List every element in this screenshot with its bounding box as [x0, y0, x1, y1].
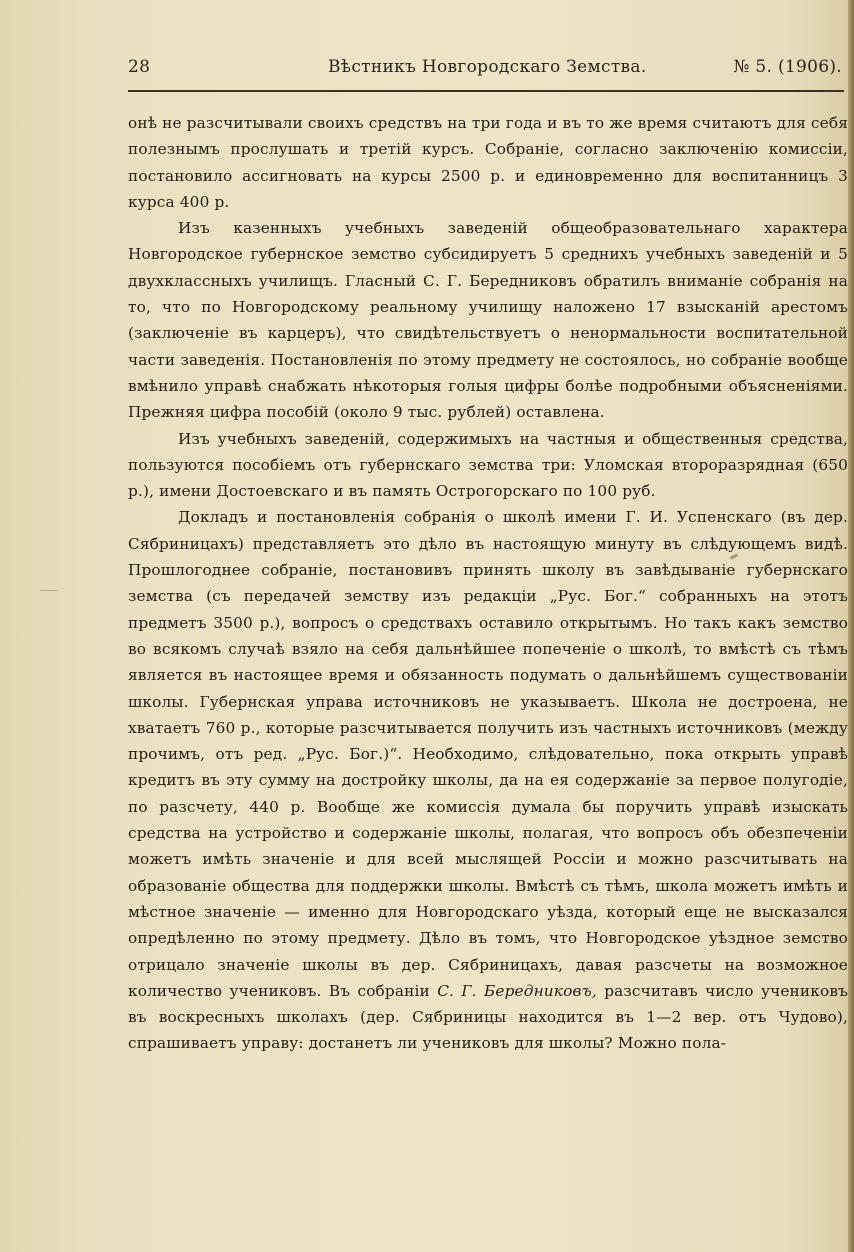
book-spine-edge	[848, 0, 854, 1252]
header-rule	[128, 90, 844, 92]
paragraph-text: Докладъ и постановленія собранія о школѣ имени Г. И. Успенскаго (въ дер. Сябриницахъ) представляетъ это дѣло въ настоящую минуту въ слѣдующемъ видѣ. Прошлогоднее собраніе, постановивъ принять школу въ завѣдываніе губернскаго земства (съ передачей земству изъ редакціи „Рус. Бог.“ собранныхъ на этотъ предметъ 3500 р.), вопросъ о средствахъ оставило открытымъ. Но такъ какъ земство во всякомъ случаѣ взяло на себя дальнѣйшее попеченіе о школѣ, то вмѣстѣ съ тѣмъ является въ настоящее время и обязанность подумать о дальнѣйшемъ существованіи школы. Губернская управа источниковъ не указываетъ. Школа не достроена, не хватаетъ 760 р., которые разсчитывается получить изъ частныхъ источниковъ (между прочимъ, отъ ред. „Рус. Бог.)“. Необходимо, слѣдовательно, пока открыть управѣ кредитъ въ эту сумму на достройку школы, да на ея содержаніе за первое полугодіе, по разсчету, 440 р. Вообще же комиссія думала бы поручить управѣ изыскать средства на устройство и содержаніе школы, полагая, что вопросъ объ обезпеченіи можетъ имѣть значеніе и для всей мыслящей Россіи и можно разсчитывать на образованіе общества для поддержки школы. Вмѣстѣ съ тѣмъ, школа можетъ имѣть и мѣстное значеніе — именно для Новгородскаго уѣзда, который еще не высказался опредѣленно по этому предмету. Дѣло въ томъ, что Новгородское уѣздное земство отрицало значеніе школы въ дер. Сябриницахъ, давая разсчеты на возможное количество учениковъ. Въ собраніи	[128, 508, 848, 1000]
paragraph: онѣ не разсчитывали своихъ средствъ на три года и въ то же время считаютъ для себя полезнымъ прослушать и третій курсъ. Собраніе, согласно заключенію комиссіи, постановило ассигновать на курсы 2500 р. и единовременно для воспитанницъ 3 курса 400 р.	[128, 114, 848, 211]
paragraph-text: разсчитавъ число учениковъ въ воскресныхъ школахъ (дер. Сябриницы находится въ 1—2 вер. отъ Чудово), спрашиваетъ управу: достанетъ ли учениковъ для школы? Можно пола-	[128, 981, 848, 1053]
issue-number: № 5. (1906).	[733, 57, 842, 77]
running-header	[128, 57, 848, 87]
italic-name: С. Г. Бередниковъ,	[437, 981, 597, 1000]
page-number: 28	[128, 57, 151, 77]
body-text	[128, 110, 848, 1057]
margin-mark	[40, 590, 58, 591]
paragraph: Изъ казенныхъ учебныхъ заведеній общеобразовательнаго характера Новгородское губернское земство субсидируетъ 5 среднихъ учебныхъ заведеній и 5 двухклассныхъ училищъ. Гласный С. Г. Бередниковъ обратилъ вниманіе собранія на то, что по Новгородскому реальному училищу наложено 17 взысканій арестомъ (заключеніе въ карцеръ), что свидѣтельствуетъ о ненормальности воспитательной части заведенія. Постановленія по этому предмету не состоялось, но собраніе вообще вмѣнило управѣ снабжать нѣкоторыя голыя цифры болѣе подробными объясненіями. Прежняя цифра пособій (около 9 тыс. рублей) оставлена.	[128, 219, 848, 422]
journal-title: Вѣстникъ Новгородскаго Земства.	[328, 57, 647, 77]
paragraph	[128, 504, 848, 1056]
paragraph: Изъ учебныхъ заведеній, содержимыхъ на частныя и общественныя средства, пользуются пособіемъ отъ губернскаго земства три: Уломская второразрядная (650 р.), имени Достоевскаго и въ память Острогорскаго по 100 руб.	[128, 429, 848, 501]
